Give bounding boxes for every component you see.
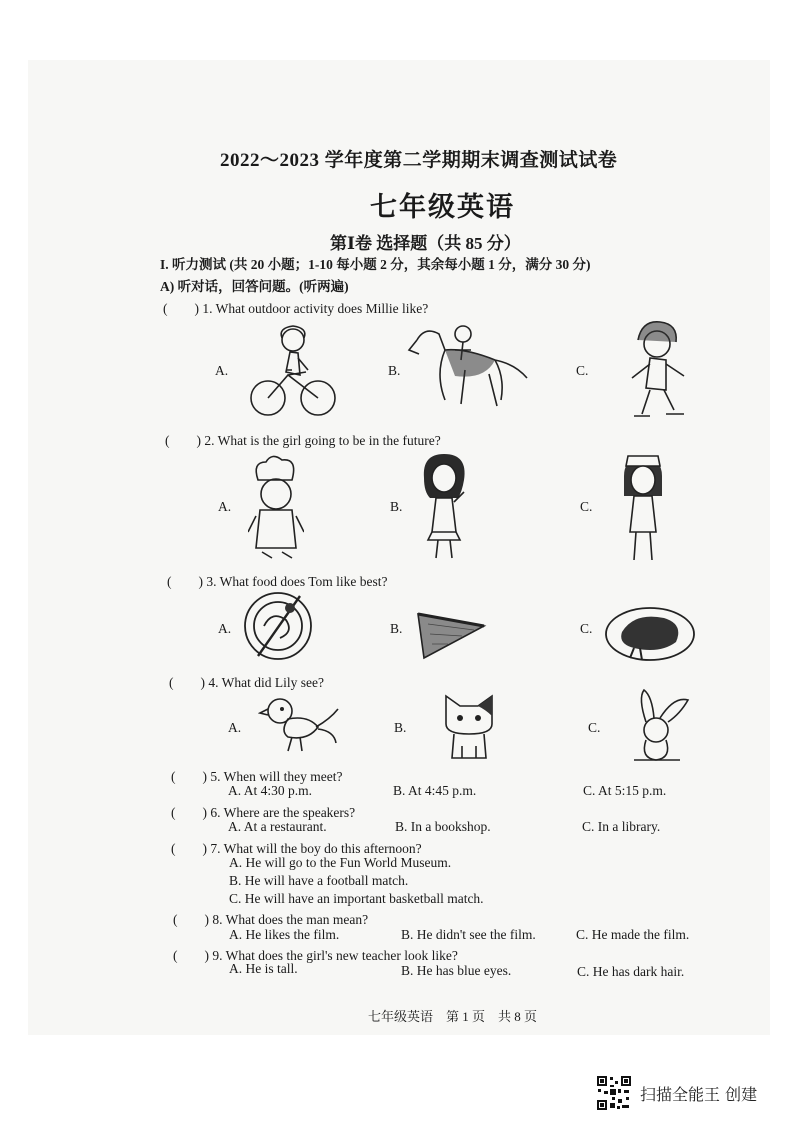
question-text: 4. What did Lily see? <box>208 675 324 690</box>
cake-slice-picture[interactable] <box>414 604 488 660</box>
question-4 <box>169 671 324 691</box>
page-footer: 七年级英语 第 1 页 共 8 页 <box>368 1009 538 1024</box>
q1-label-a: A. <box>215 363 229 378</box>
answer-blank[interactable]: ( ) <box>165 433 201 448</box>
q9-option-b[interactable]: B. He has blue eyes. <box>401 963 512 978</box>
question-text: 3. What food does Tom like best? <box>206 574 388 589</box>
question-9 <box>173 944 458 964</box>
question-5 <box>171 765 342 785</box>
question-6 <box>171 801 355 821</box>
answer-blank[interactable]: ( ) <box>163 301 199 316</box>
question-text: 1. What outdoor activity does Millie like? <box>202 301 429 316</box>
q2-label-c: C. <box>580 499 593 514</box>
q4-label-c: C. <box>588 720 601 735</box>
q7-option-c[interactable]: C. He will have an important basketball match. <box>229 891 484 906</box>
q6-option-c[interactable]: C. In a library. <box>582 819 661 834</box>
q7-option-b[interactable]: B. He will have a football match. <box>229 873 409 888</box>
q3-label-a: A. <box>218 621 232 636</box>
question-7 <box>171 837 422 857</box>
horse-riding-picture[interactable] <box>405 320 533 416</box>
cat-picture[interactable] <box>440 690 498 762</box>
q4-label-b: B. <box>394 720 407 735</box>
answer-blank[interactable]: ( ) <box>171 805 207 820</box>
q6-option-b[interactable]: B. In a bookshop. <box>395 819 491 834</box>
q5-option-c[interactable]: C. At 5:15 p.m. <box>583 783 667 798</box>
q2-label-b: B. <box>390 499 403 514</box>
q1-label-b: B. <box>388 363 401 378</box>
question-text: 9. What does the girl's new teacher look like? <box>212 948 458 963</box>
answer-blank[interactable]: ( ) <box>173 912 209 927</box>
question-8 <box>173 908 368 928</box>
question-2 <box>165 429 441 449</box>
question-3 <box>167 570 388 590</box>
question-text: 8. What does the man mean? <box>212 912 369 927</box>
q8-option-a[interactable]: A. He likes the film. <box>229 927 340 942</box>
q8-option-c[interactable]: C. He made the film. <box>576 927 690 942</box>
part-title: 第Ⅰ卷 选择题（共 85 分） <box>330 234 521 253</box>
q3-label-b: B. <box>390 621 403 636</box>
q6-option-a[interactable]: A. At a restaurant. <box>228 819 327 834</box>
q4-label-a: A. <box>228 720 242 735</box>
question-text: 7. What will the boy do this afternoon? <box>210 841 422 856</box>
question-1 <box>163 297 428 317</box>
q1-label-c: C. <box>576 363 589 378</box>
q5-option-b[interactable]: B. At 4:45 p.m. <box>393 783 477 798</box>
q2-label-a: A. <box>218 499 232 514</box>
q9-option-a[interactable]: A. He is tall. <box>229 961 298 976</box>
q8-option-b[interactable]: B. He didn't see the film. <box>401 927 536 942</box>
nurse-picture[interactable] <box>618 452 668 564</box>
q7-option-a[interactable]: A. He will go to the Fun World Museum. <box>229 855 452 870</box>
question-text: 6. Where are the speakers? <box>210 805 356 820</box>
answer-blank[interactable]: ( ) <box>171 841 207 856</box>
girl-cycling-picture[interactable] <box>248 320 338 418</box>
section-heading: I. 听力测试 (共 20 小题；1-10 每小题 2 分，其余每小题 1 分，满分 30 分) <box>160 257 591 272</box>
q3-label-c: C. <box>580 621 593 636</box>
answer-blank[interactable]: ( ) <box>167 574 203 589</box>
noodles-picture[interactable] <box>240 590 316 662</box>
subject-title: 七年级英语 <box>370 192 515 222</box>
roast-duck-picture[interactable] <box>604 600 696 664</box>
bird-picture[interactable] <box>258 693 340 755</box>
roller-skating-picture[interactable] <box>620 318 692 426</box>
scanner-watermark: 扫描全能王 创建 <box>640 1085 758 1104</box>
rabbit-picture[interactable] <box>630 688 690 762</box>
q5-option-a[interactable]: A. At 4:30 p.m. <box>228 783 313 798</box>
question-text: 5. When will they meet? <box>210 769 343 784</box>
answer-blank[interactable]: ( ) <box>169 675 205 690</box>
answer-blank[interactable]: ( ) <box>171 769 207 784</box>
singer-girl-picture[interactable] <box>418 452 470 562</box>
section-sub-a: A) 听对话，回答问题。(听两遍) <box>160 279 349 294</box>
exam-title: 2022～2023 学年度第二学期期末调查测试试卷 <box>220 150 618 171</box>
answer-blank[interactable]: ( ) <box>173 948 209 963</box>
question-text: 2. What is the girl going to be in the future? <box>204 433 441 448</box>
q9-option-c[interactable]: C. He has dark hair. <box>577 964 685 979</box>
chef-picture[interactable] <box>248 452 304 560</box>
qr-code-icon <box>596 1075 632 1111</box>
